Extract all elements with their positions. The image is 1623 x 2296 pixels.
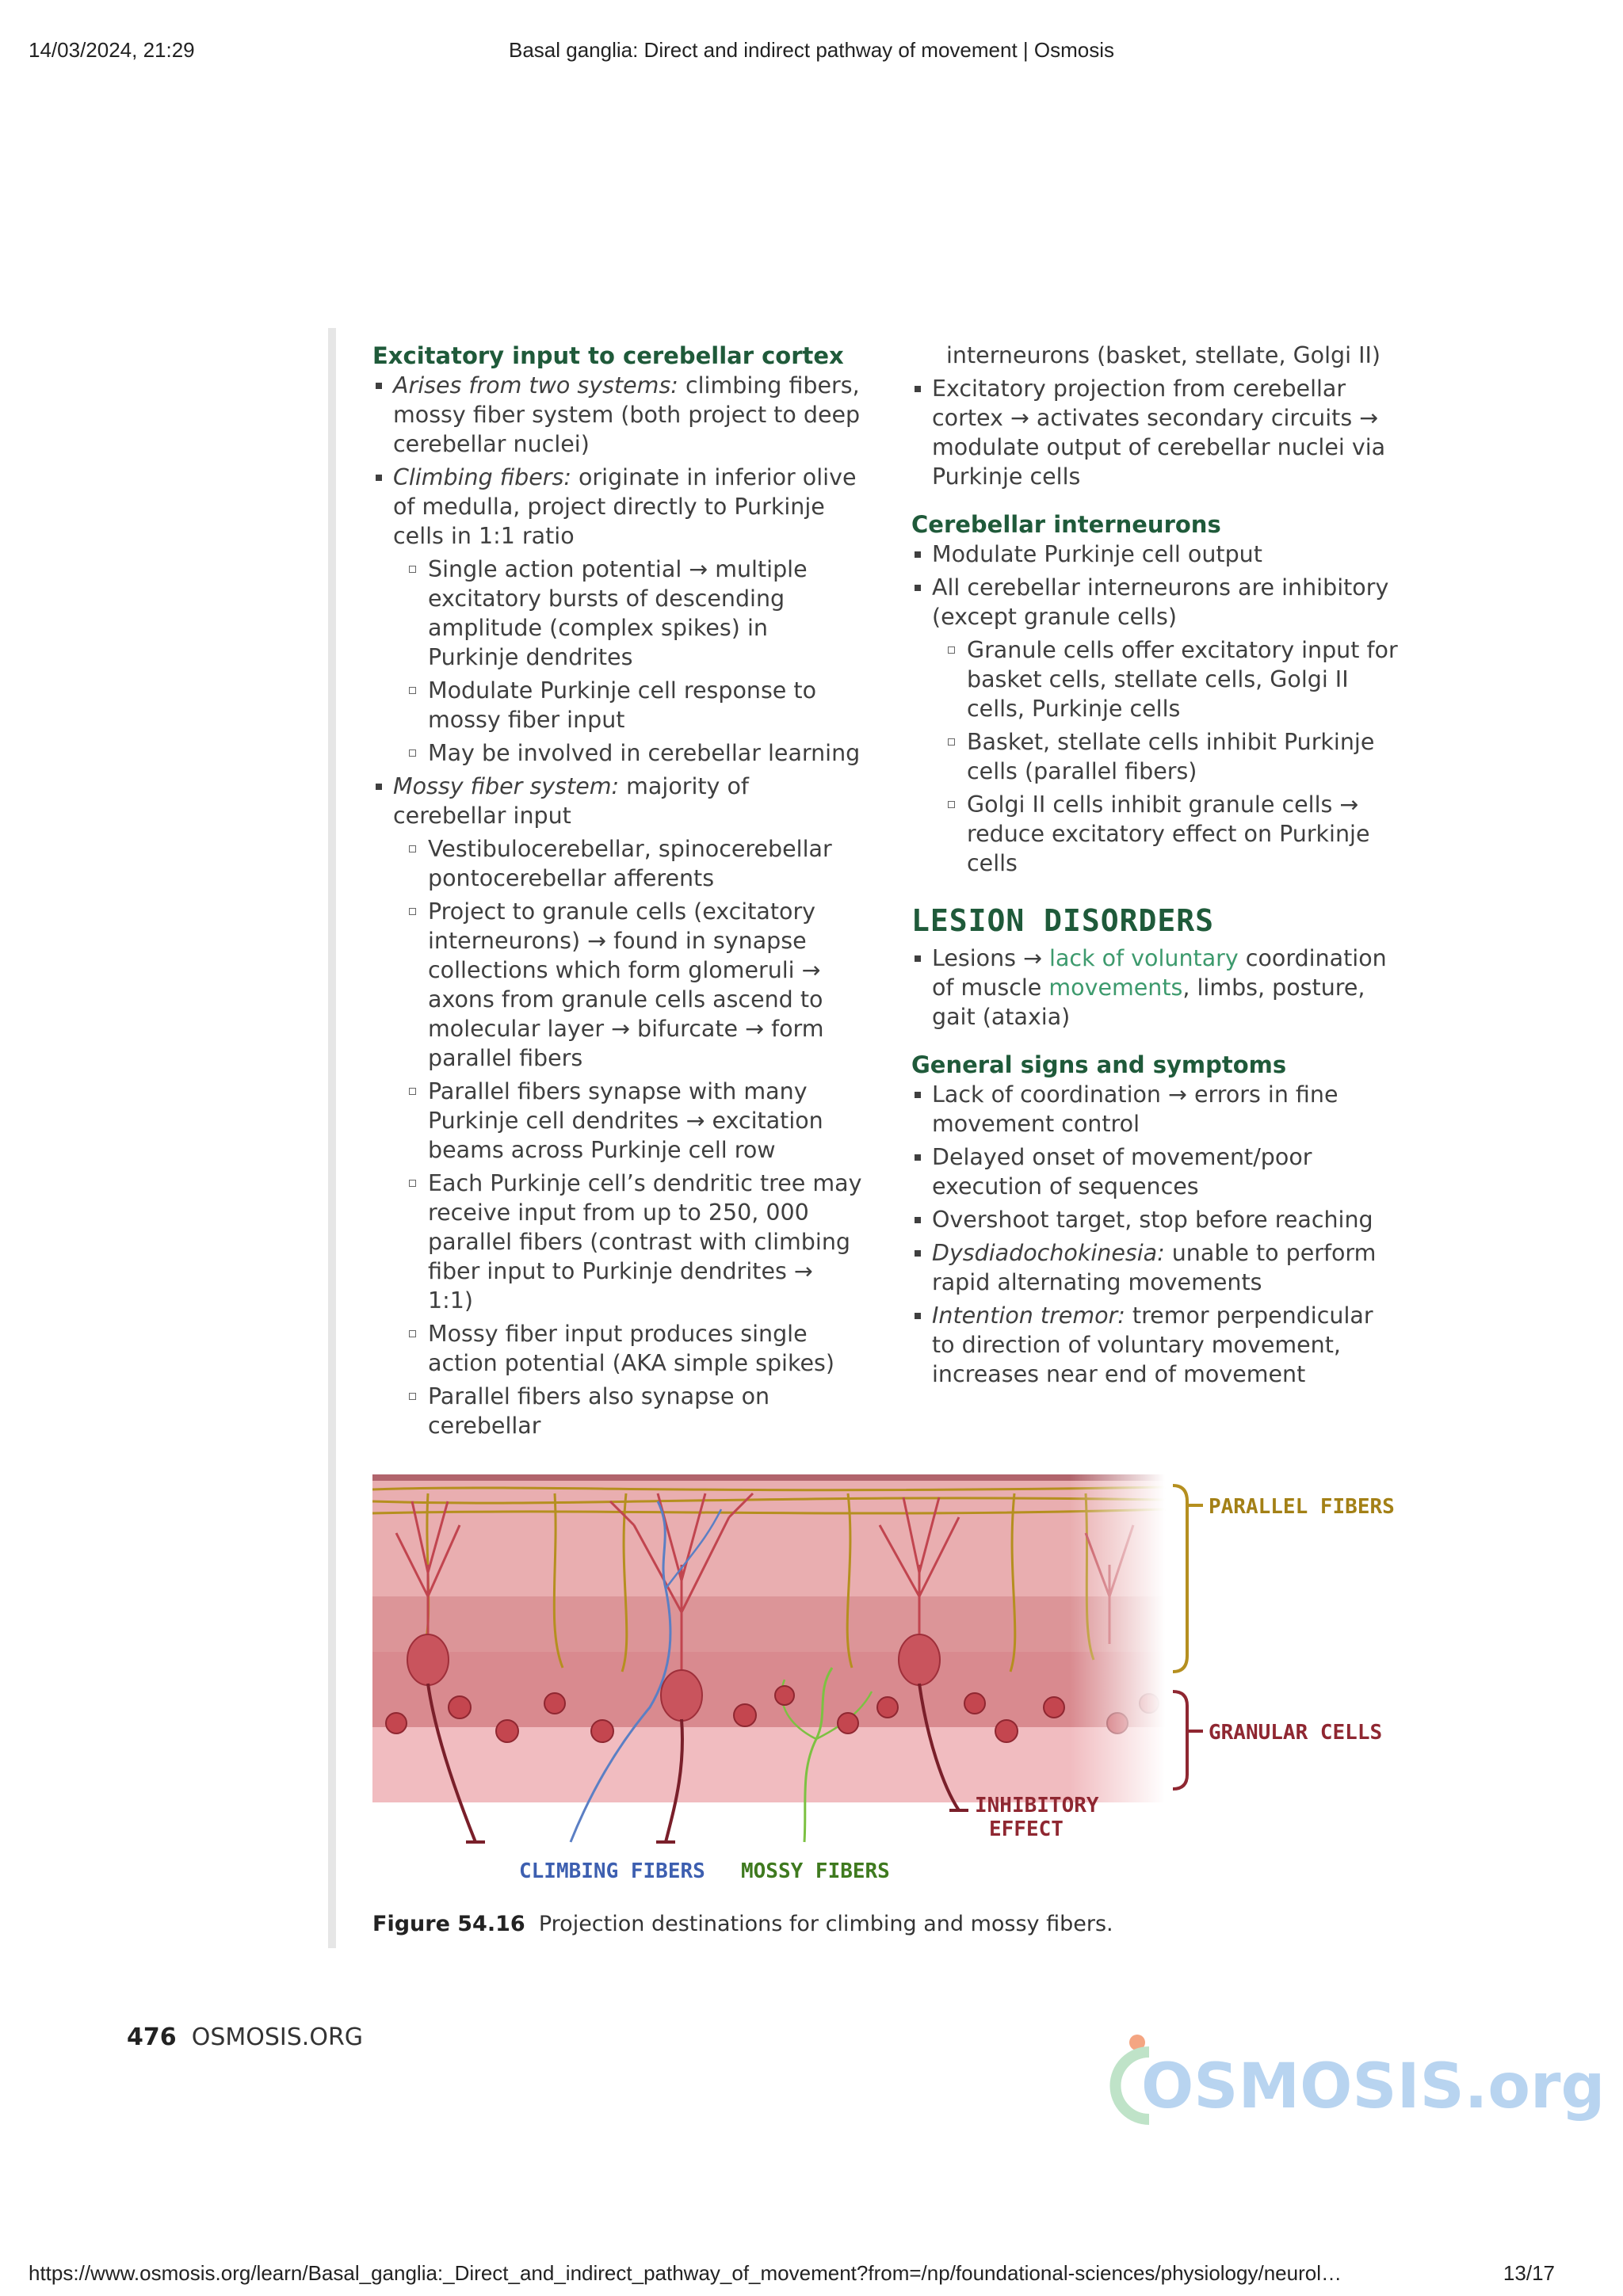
label-parallel-fibers: PARALLEL FIBERS bbox=[1209, 1495, 1395, 1519]
sub-bullet: Parallel fibers synapse with many Purkinje cell dendrites → excitation beams across Purkinje cell row bbox=[407, 1077, 864, 1165]
label-granular-cells: GRANULAR CELLS bbox=[1209, 1721, 1383, 1745]
sub-bullet: Parallel fibers also synapse on cerebellar bbox=[407, 1382, 864, 1440]
climbing-fibers-sublist bbox=[407, 555, 864, 768]
sub-bullet: Single action potential → multiple excitatory bursts of descending amplitude (complex spikes) in Purkinje dendrites bbox=[407, 555, 864, 672]
label-inhibitory: INHIBITORY bbox=[975, 1794, 1099, 1817]
excitatory-projection-list bbox=[911, 374, 1403, 491]
interneurons-list bbox=[911, 540, 1403, 878]
interneurons-sublist bbox=[946, 635, 1403, 878]
heading-cerebellar-interneurons: Cerebellar interneurons bbox=[911, 511, 1221, 538]
sub-bullet: Mossy fiber input produces single action potential (AKA simple spikes) bbox=[407, 1319, 864, 1378]
bullet-mossy-fiber-system: Mossy fiber system: majority of cerebellar input Vestibulocerebellar, spinocerebellar pontocerebellar afferents Project to granule cells (excitatory interneurons) → found in synapse collections which form glomeruli → axons from granule cells ascend to molecular layer → bifurcate → form parallel fibers Parallel fibers synapse with many Purkinje cell dendrites → excitation beams across Purkinje cell row Each Purkinje cell’s dendritic tree may receive input from up to 250, 000 parallel fibers (contrast with climbing fiber input to Purkinje dendrites → 1:1) Mossy fiber input produces single action potential (AKA simple spikes) Parallel fibers also synapse on cerebellar bbox=[372, 772, 864, 1440]
osmosis-logo bbox=[1109, 2028, 1606, 2131]
heading-excitatory-input: Excitatory input to cerebellar cortex bbox=[372, 342, 844, 369]
print-page-count: 13/17 bbox=[1503, 2261, 1555, 2285]
page-number-footer bbox=[127, 2023, 363, 2051]
margin-bar bbox=[328, 328, 336, 1948]
sub-bullet: Granule cells offer excitatory input for basket cells, stellate cells, Golgi II cells, Purkinje cells bbox=[946, 635, 1403, 723]
sub-bullet: Golgi II cells inhibit granule cells → reduce excitatory effect on Purkinje cells bbox=[946, 790, 1403, 878]
heading-general-signs: General signs and symptoms bbox=[911, 1051, 1287, 1078]
site-name: OSMOSIS.ORG bbox=[191, 2023, 364, 2051]
continuation-text: interneurons (basket, stellate, Golgi II) bbox=[946, 342, 1381, 368]
parallel-bracket bbox=[1173, 1486, 1187, 1672]
sub-bullet: Project to granule cells (excitatory interneurons) → found in synapse collections which form glomeruli → axons from granule cells ascend to molecular layer → bifurcate → form parallel fibers bbox=[407, 897, 864, 1073]
bullet-excitatory-projection: Excitatory projection from cerebellar cortex → activates secondary circuits → modulate output of cerebellar nuclei via Purkinje cells bbox=[911, 374, 1403, 491]
bullet-climbing-fibers: Climbing fibers: originate in inferior olive of medulla, project directly to Purkinje cells in 1:1 ratio Single action potential → multiple excitatory bursts of descending amplitude (complex spikes) in Purkinje dendrites Modulate Purkinje cell response to mossy fiber input May be involved in cerebellar learning bbox=[372, 463, 864, 768]
figure-caption bbox=[372, 1912, 1113, 1936]
figure-caption-label: Figure 54.16 bbox=[372, 1912, 525, 1936]
granular-bracket bbox=[1173, 1691, 1187, 1789]
print-timestamp: 14/03/2024, 21:29 bbox=[29, 38, 195, 62]
label-effect: EFFECT bbox=[989, 1817, 1064, 1841]
left-column bbox=[372, 341, 864, 1444]
sub-bullet: Basket, stellate cells inhibit Purkinje cells (parallel fibers) bbox=[946, 727, 1403, 786]
cerebellar-cortex-illustration bbox=[372, 1470, 1419, 1882]
figure-caption-text: Projection destinations for climbing and mossy fibers. bbox=[538, 1912, 1113, 1936]
print-url: https://www.osmosis.org/learn/Basal_ganglia:_Direct_and_indirect_pathway_of_movement?from=/np/foundational-sciences/physiology/neurol… bbox=[29, 2261, 1342, 2285]
link-lack-of-voluntary[interactable]: lack of voluntary bbox=[1049, 945, 1239, 971]
section-title-lesion-disorders: LESION DISORDERS bbox=[911, 903, 1215, 938]
bullet-interneurons-inhibitory: All cerebellar interneurons are inhibitory (except granule cells) Granule cells offer excitatory input for basket cells, stellate cells, Golgi II cells, Purkinje cells Basket, stellate cells inhibit Purkinje cells (parallel fibers) Golgi II cells inhibit granule cells → reduce excitatory effect on Purkinje cells bbox=[911, 573, 1403, 878]
logo-text: OSMOSIS.org bbox=[1141, 2051, 1606, 2122]
sub-bullet: May be involved in cerebellar learning bbox=[407, 738, 864, 768]
bullet-two-systems: Arises from two systems: climbing fibers, mossy fiber system (both project to deep cerebellar nuclei) bbox=[372, 371, 864, 459]
page-number: 476 bbox=[127, 2023, 177, 2051]
bullet-overshoot: Overshoot target, stop before reaching bbox=[911, 1205, 1403, 1234]
label-mossy-fibers: MOSSY FIBERS bbox=[741, 1859, 890, 1883]
right-column bbox=[911, 341, 1403, 1393]
sub-bullet: Each Purkinje cell’s dendritic tree may receive input from up to 250, 000 parallel fibers (contrast with climbing fiber input to Purkinje dendrites → 1:1) bbox=[407, 1169, 864, 1315]
bullet-intention-tremor: Intention tremor: tremor perpendicular to direction of voluntary movement, increases near end of movement bbox=[911, 1301, 1403, 1389]
mossy-fiber-sublist bbox=[407, 834, 864, 1440]
bullet-lesions: Lesions → lack of voluntary coordination of muscle movements, limbs, posture, gait (ataxia) bbox=[911, 944, 1403, 1032]
excitatory-input-list bbox=[372, 371, 864, 1440]
lesion-list bbox=[911, 944, 1403, 1032]
bullet-modulate-purkinje: Modulate Purkinje cell output bbox=[911, 540, 1403, 569]
sub-bullet: Modulate Purkinje cell response to mossy fiber input bbox=[407, 676, 864, 734]
bullet-delayed-onset: Delayed onset of movement/poor execution of sequences bbox=[911, 1142, 1403, 1201]
signs-list bbox=[911, 1080, 1403, 1389]
bullet-dysdiadochokinesia: Dysdiadochokinesia: unable to perform rapid alternating movements bbox=[911, 1238, 1403, 1297]
link-movements[interactable]: movements bbox=[1048, 974, 1183, 1001]
bullet-lack-of-coordination: Lack of coordination → errors in fine movement control bbox=[911, 1080, 1403, 1138]
sub-bullet: Vestibulocerebellar, spinocerebellar pontocerebellar afferents bbox=[407, 834, 864, 893]
print-page-title: Basal ganglia: Direct and indirect pathway of movement | Osmosis bbox=[509, 38, 1114, 62]
label-climbing-fibers: CLIMBING FIBERS bbox=[519, 1859, 705, 1883]
